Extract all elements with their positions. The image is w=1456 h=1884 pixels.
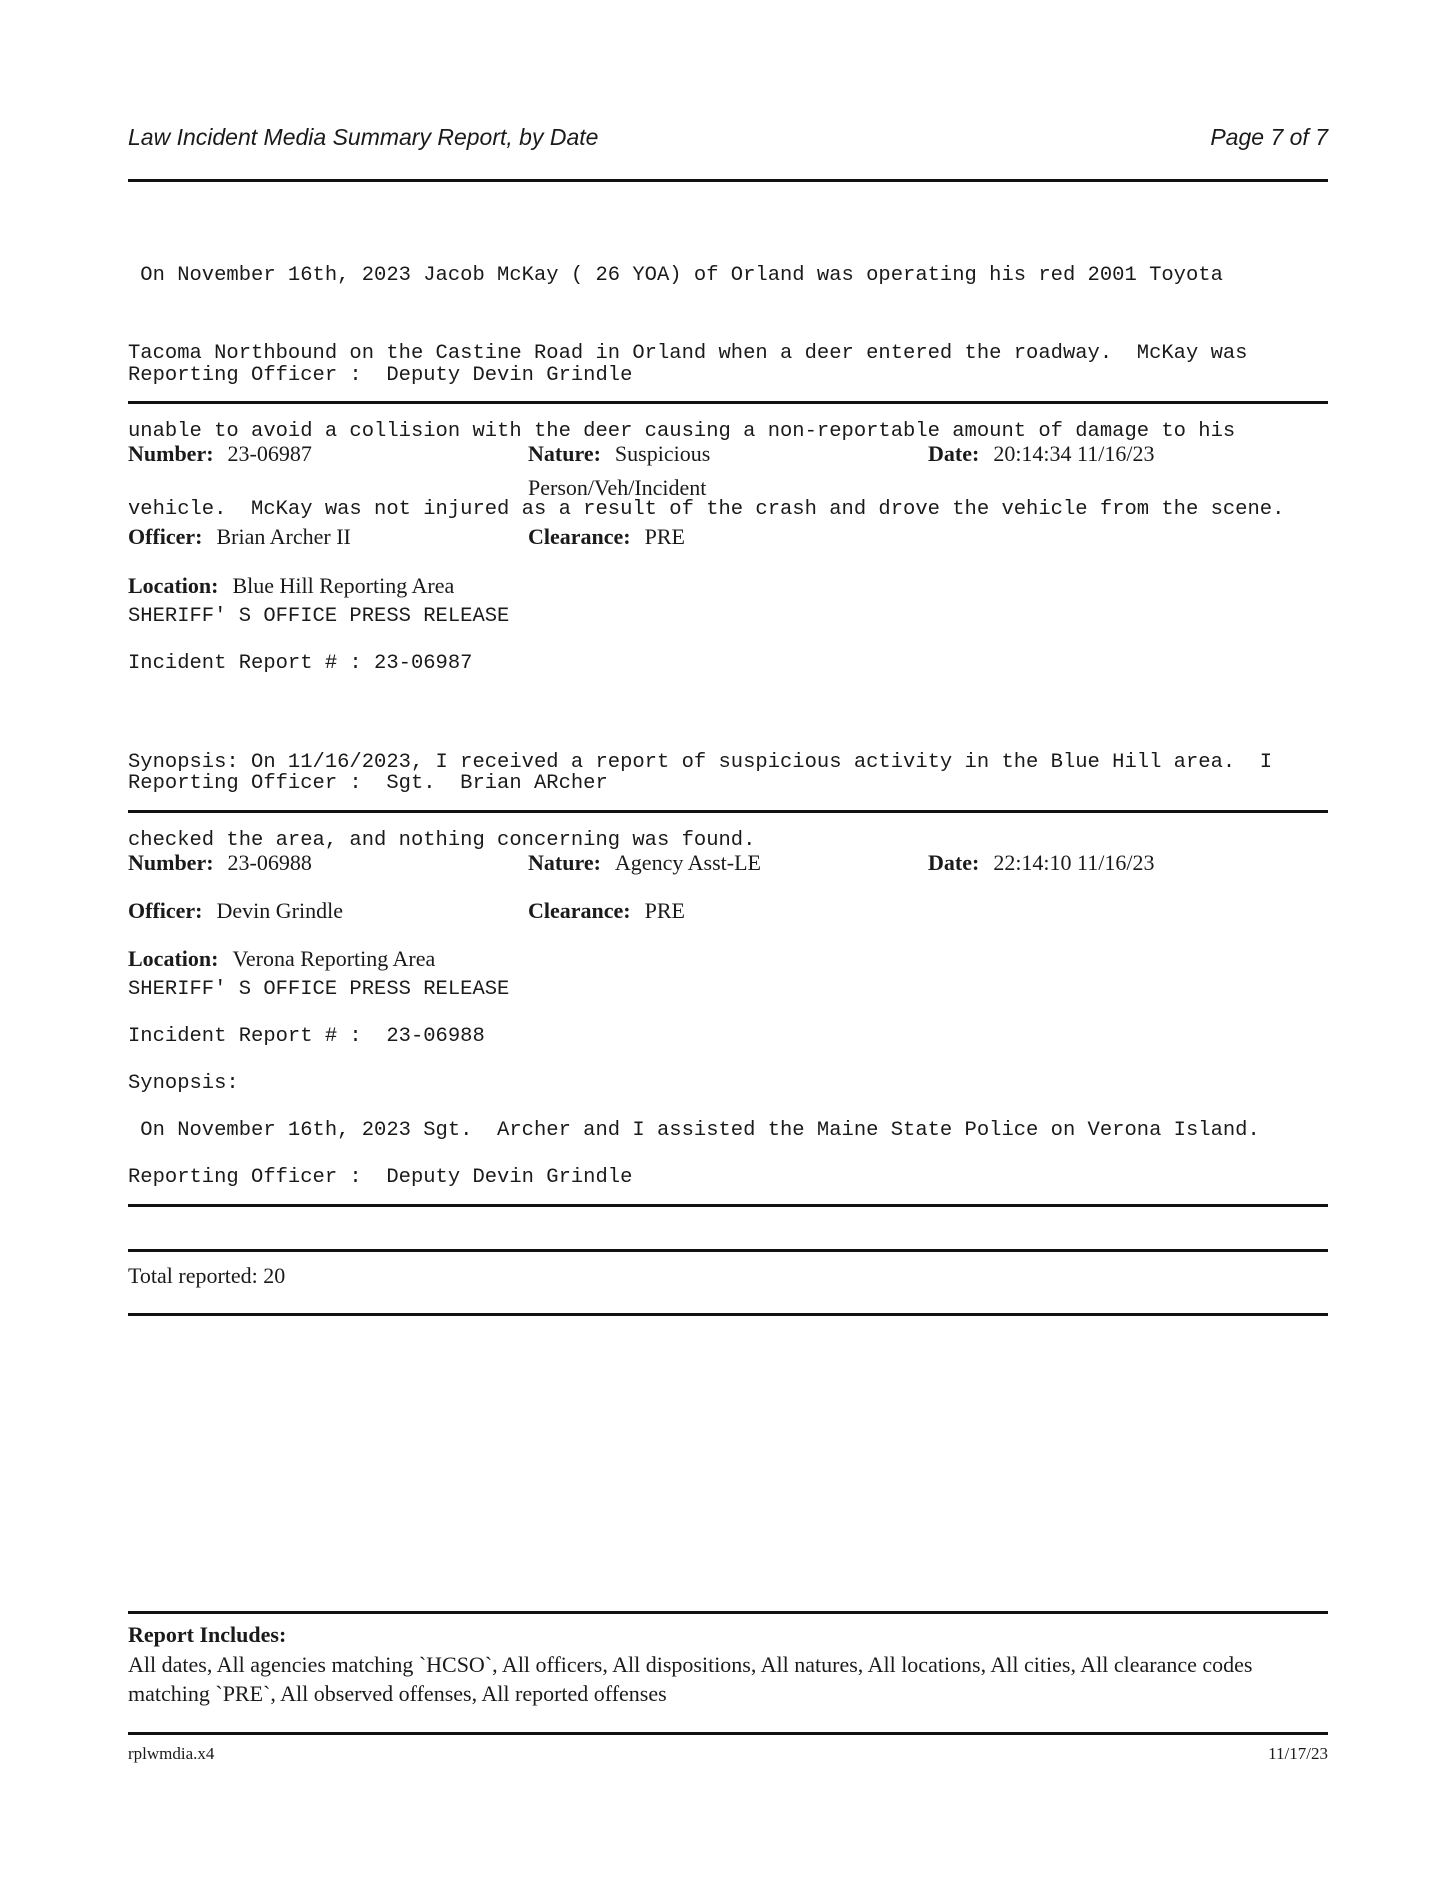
incident-number <box>128 437 312 471</box>
number-value: 23-06987 <box>227 441 312 466</box>
date-label: Date: <box>928 850 980 875</box>
synopsis-line: Synopsis: On 11/16/2023, I received a report of suspicious activity in the Blue Hill area. I <box>128 751 1273 774</box>
number-label: Number: <box>128 441 214 466</box>
prior-reporting-officer: Reporting Officer : Deputy Devin Grindle <box>128 364 633 387</box>
incident-clearance <box>528 520 685 554</box>
entry-divider <box>128 401 1328 404</box>
narrative-line: vehicle. McKay was not injured as a result of the crash and drove the vehicle from the scene. <box>128 498 1285 521</box>
press-release-line: SHERIFF' S OFFICE PRESS RELEASE <box>128 605 510 628</box>
narrative-line: On November 16th, 2023 Jacob McKay ( 26 YOA) of Orland was operating his red 2001 Toyota <box>128 264 1223 287</box>
footer-report-code: rplwmdia.x4 <box>128 1744 215 1763</box>
date-value: 20:14:34 11/16/23 <box>993 441 1155 466</box>
nature-label: Nature: <box>528 850 601 875</box>
clearance-label: Clearance: <box>528 524 631 549</box>
narrative-line: Tacoma Northbound on the Castine Road in Orland when a deer entered the roadway. McKay was <box>128 342 1248 365</box>
incident-nature <box>528 437 848 505</box>
incident-report-number: Incident Report # : 23-06987 <box>128 652 473 675</box>
total-reported: Total reported: 20 <box>128 1263 286 1288</box>
nature-value: Suspicious <box>614 441 711 466</box>
location-value: Blue Hill Reporting Area <box>232 573 455 598</box>
incident-date <box>928 437 1154 471</box>
nature-value: Agency Asst-LE <box>614 850 761 875</box>
entry-divider <box>128 1204 1328 1207</box>
officer-label: Officer: <box>128 898 203 923</box>
incident-nature <box>528 846 761 880</box>
press-release-line: SHERIFF' S OFFICE PRESS RELEASE <box>128 978 510 1001</box>
synopsis-line: On November 16th, 2023 Sgt. Archer and I assisted the Maine State Police on Verona Island. <box>128 1119 1260 1142</box>
incident-number <box>128 846 312 880</box>
officer-label: Officer: <box>128 524 203 549</box>
clearance-value: PRE <box>644 524 685 549</box>
entry-divider <box>128 810 1328 813</box>
reporting-officer: Reporting Officer : Deputy Devin Grindle <box>128 1166 633 1189</box>
report-includes-text: All dates, All agencies matching `HCSO`, All officers, All dispositions, All natures, All locations, All cities, All clearance codes matching `PRE`, All observed offenses, All reported offenses <box>128 1652 1253 1706</box>
location-label: Location: <box>128 573 219 598</box>
synopsis-line: checked the area, and nothing concerning was found. <box>128 829 756 852</box>
footer-divider <box>128 1732 1328 1735</box>
incident-location <box>128 942 435 976</box>
officer-value: Devin Grindle <box>216 898 343 923</box>
total-divider-top <box>128 1249 1328 1252</box>
includes-divider <box>128 1611 1328 1614</box>
incident-date <box>928 846 1154 880</box>
date-value: 22:14:10 11/16/23 <box>993 850 1155 875</box>
footer-print-date: 11/17/23 <box>1268 1744 1328 1763</box>
report-page <box>128 0 1328 1884</box>
incident-officer <box>128 894 343 928</box>
total-divider-bottom <box>128 1313 1328 1316</box>
header-divider <box>128 179 1328 182</box>
incident-clearance <box>528 894 685 928</box>
number-value: 23-06988 <box>227 850 312 875</box>
nature-value-cont: Person/Veh/Incident <box>528 475 707 500</box>
date-label: Date: <box>928 441 980 466</box>
nature-label: Nature: <box>528 441 601 466</box>
incident-officer <box>128 520 351 554</box>
report-title: Law Incident Media Summary Report, by Date <box>128 124 599 150</box>
location-value: Verona Reporting Area <box>232 946 436 971</box>
reporting-officer: Reporting Officer : Sgt. Brian ARcher <box>128 772 608 795</box>
clearance-label: Clearance: <box>528 898 631 923</box>
clearance-value: PRE <box>644 898 685 923</box>
report-includes-heading: Report Includes: <box>128 1622 287 1647</box>
location-label: Location: <box>128 946 219 971</box>
narrative-line: unable to avoid a collision with the deer causing a non-reportable amount of damage to his <box>128 420 1236 443</box>
officer-value: Brian Archer II <box>216 524 351 549</box>
synopsis-label: Synopsis: <box>128 1072 239 1095</box>
incident-report-number: Incident Report # : 23-06988 <box>128 1025 485 1048</box>
incident-location <box>128 569 454 603</box>
page-number: Page 7 of 7 <box>1210 124 1328 150</box>
number-label: Number: <box>128 850 214 875</box>
